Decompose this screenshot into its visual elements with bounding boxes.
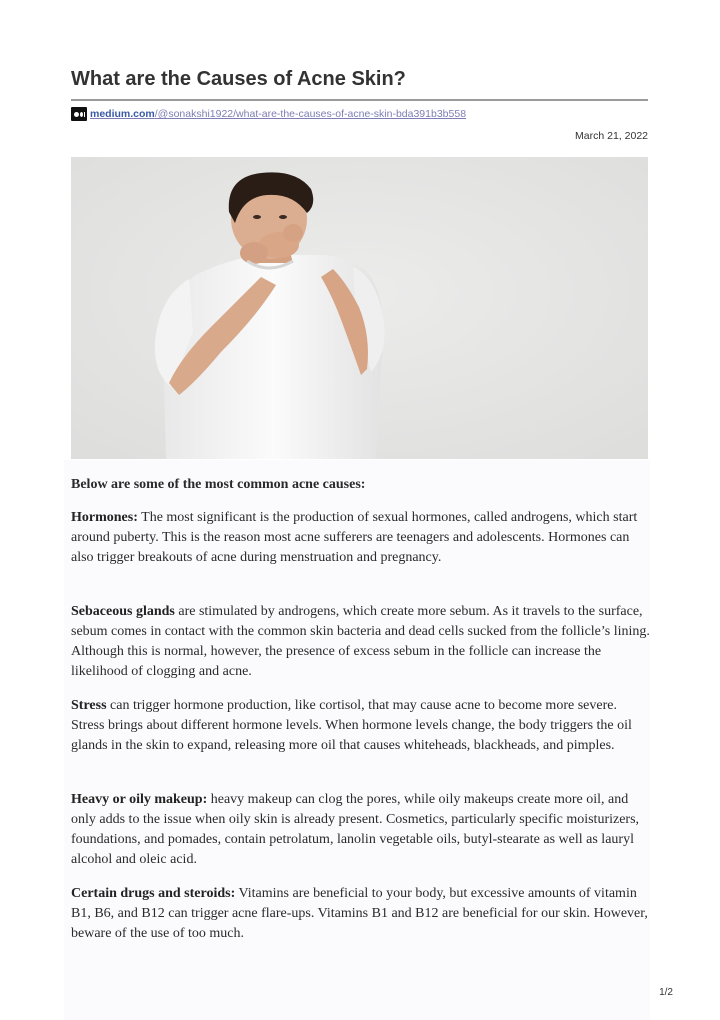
source-domain[interactable]: medium.com <box>90 108 155 120</box>
hero-image <box>71 157 648 459</box>
section-drugs-steroids <box>71 884 651 944</box>
section-heading: Heavy or oily makeup: <box>71 792 208 807</box>
page-number: 1/2 <box>659 987 673 998</box>
section-makeup <box>71 790 651 870</box>
section-body: heavy makeup can clog the pores, while oily makeups create more oil, and only adds to the issue when oily skin is already present. Cosmetics, particularly specific moisturizers, foundations, and pomades, contain petrolatum, lanolin vegetable oils, butyl-stearate as well as lauryl alcohol and oleic acid. <box>71 792 640 867</box>
section-hormones <box>71 508 651 568</box>
section-body: can trigger hormone production, like cortisol, that may cause acne to become more severe. Stress brings about different hormone levels. When hormone levels change, the body triggers the oil glands in the skin to expand, releasing more oil that causes whiteheads, blackheads, and pimples. <box>71 698 632 753</box>
source-line <box>71 106 466 122</box>
section-sebaceous-glands <box>71 602 651 682</box>
source-path[interactable]: /@sonakshi1922/what-are-the-causes-of-acne-skin-bda391b3b558 <box>154 108 467 120</box>
section-heading: Certain drugs and steroids: <box>71 886 236 901</box>
title-divider <box>71 99 648 101</box>
section-body: are stimulated by androgens, which create more sebum. As it travels to the surface, sebum comes in contact with the common skin bacteria and dead cells sucked from the follicle’s lining. Although this is normal, however, the presence of excess sebum in the follicle can increase the likelihood of clogging and acne. <box>71 604 650 679</box>
section-heading: Stress <box>71 698 107 713</box>
publish-date: March 21, 2022 <box>575 130 648 142</box>
section-body: The most significant is the production of sexual hormones, called androgens, which start around puberty. This is the reason most acne sufferers are teenagers and adolescents. Hormones can also trigger breakouts of acne during menstruation and pregnancy. <box>71 510 638 565</box>
medium-logo-icon <box>71 107 87 121</box>
man-touching-face-photo <box>71 157 648 459</box>
section-body: Vitamins are beneficial to your body, but excessive amounts of vitamin B1, B6, and B12 can trigger acne flare-ups. Vitamins B1 and B12 are beneficial for our skin. However, beware of the use of too much. <box>71 886 648 941</box>
source-link[interactable] <box>90 108 466 120</box>
section-heading: Hormones: <box>71 510 138 525</box>
section-heading: Sebaceous glands <box>71 604 175 619</box>
section-stress <box>71 696 651 756</box>
intro-heading: Below are some of the most common acne causes: <box>71 477 366 492</box>
page-title: What are the Causes of Acne Skin? <box>71 68 406 90</box>
